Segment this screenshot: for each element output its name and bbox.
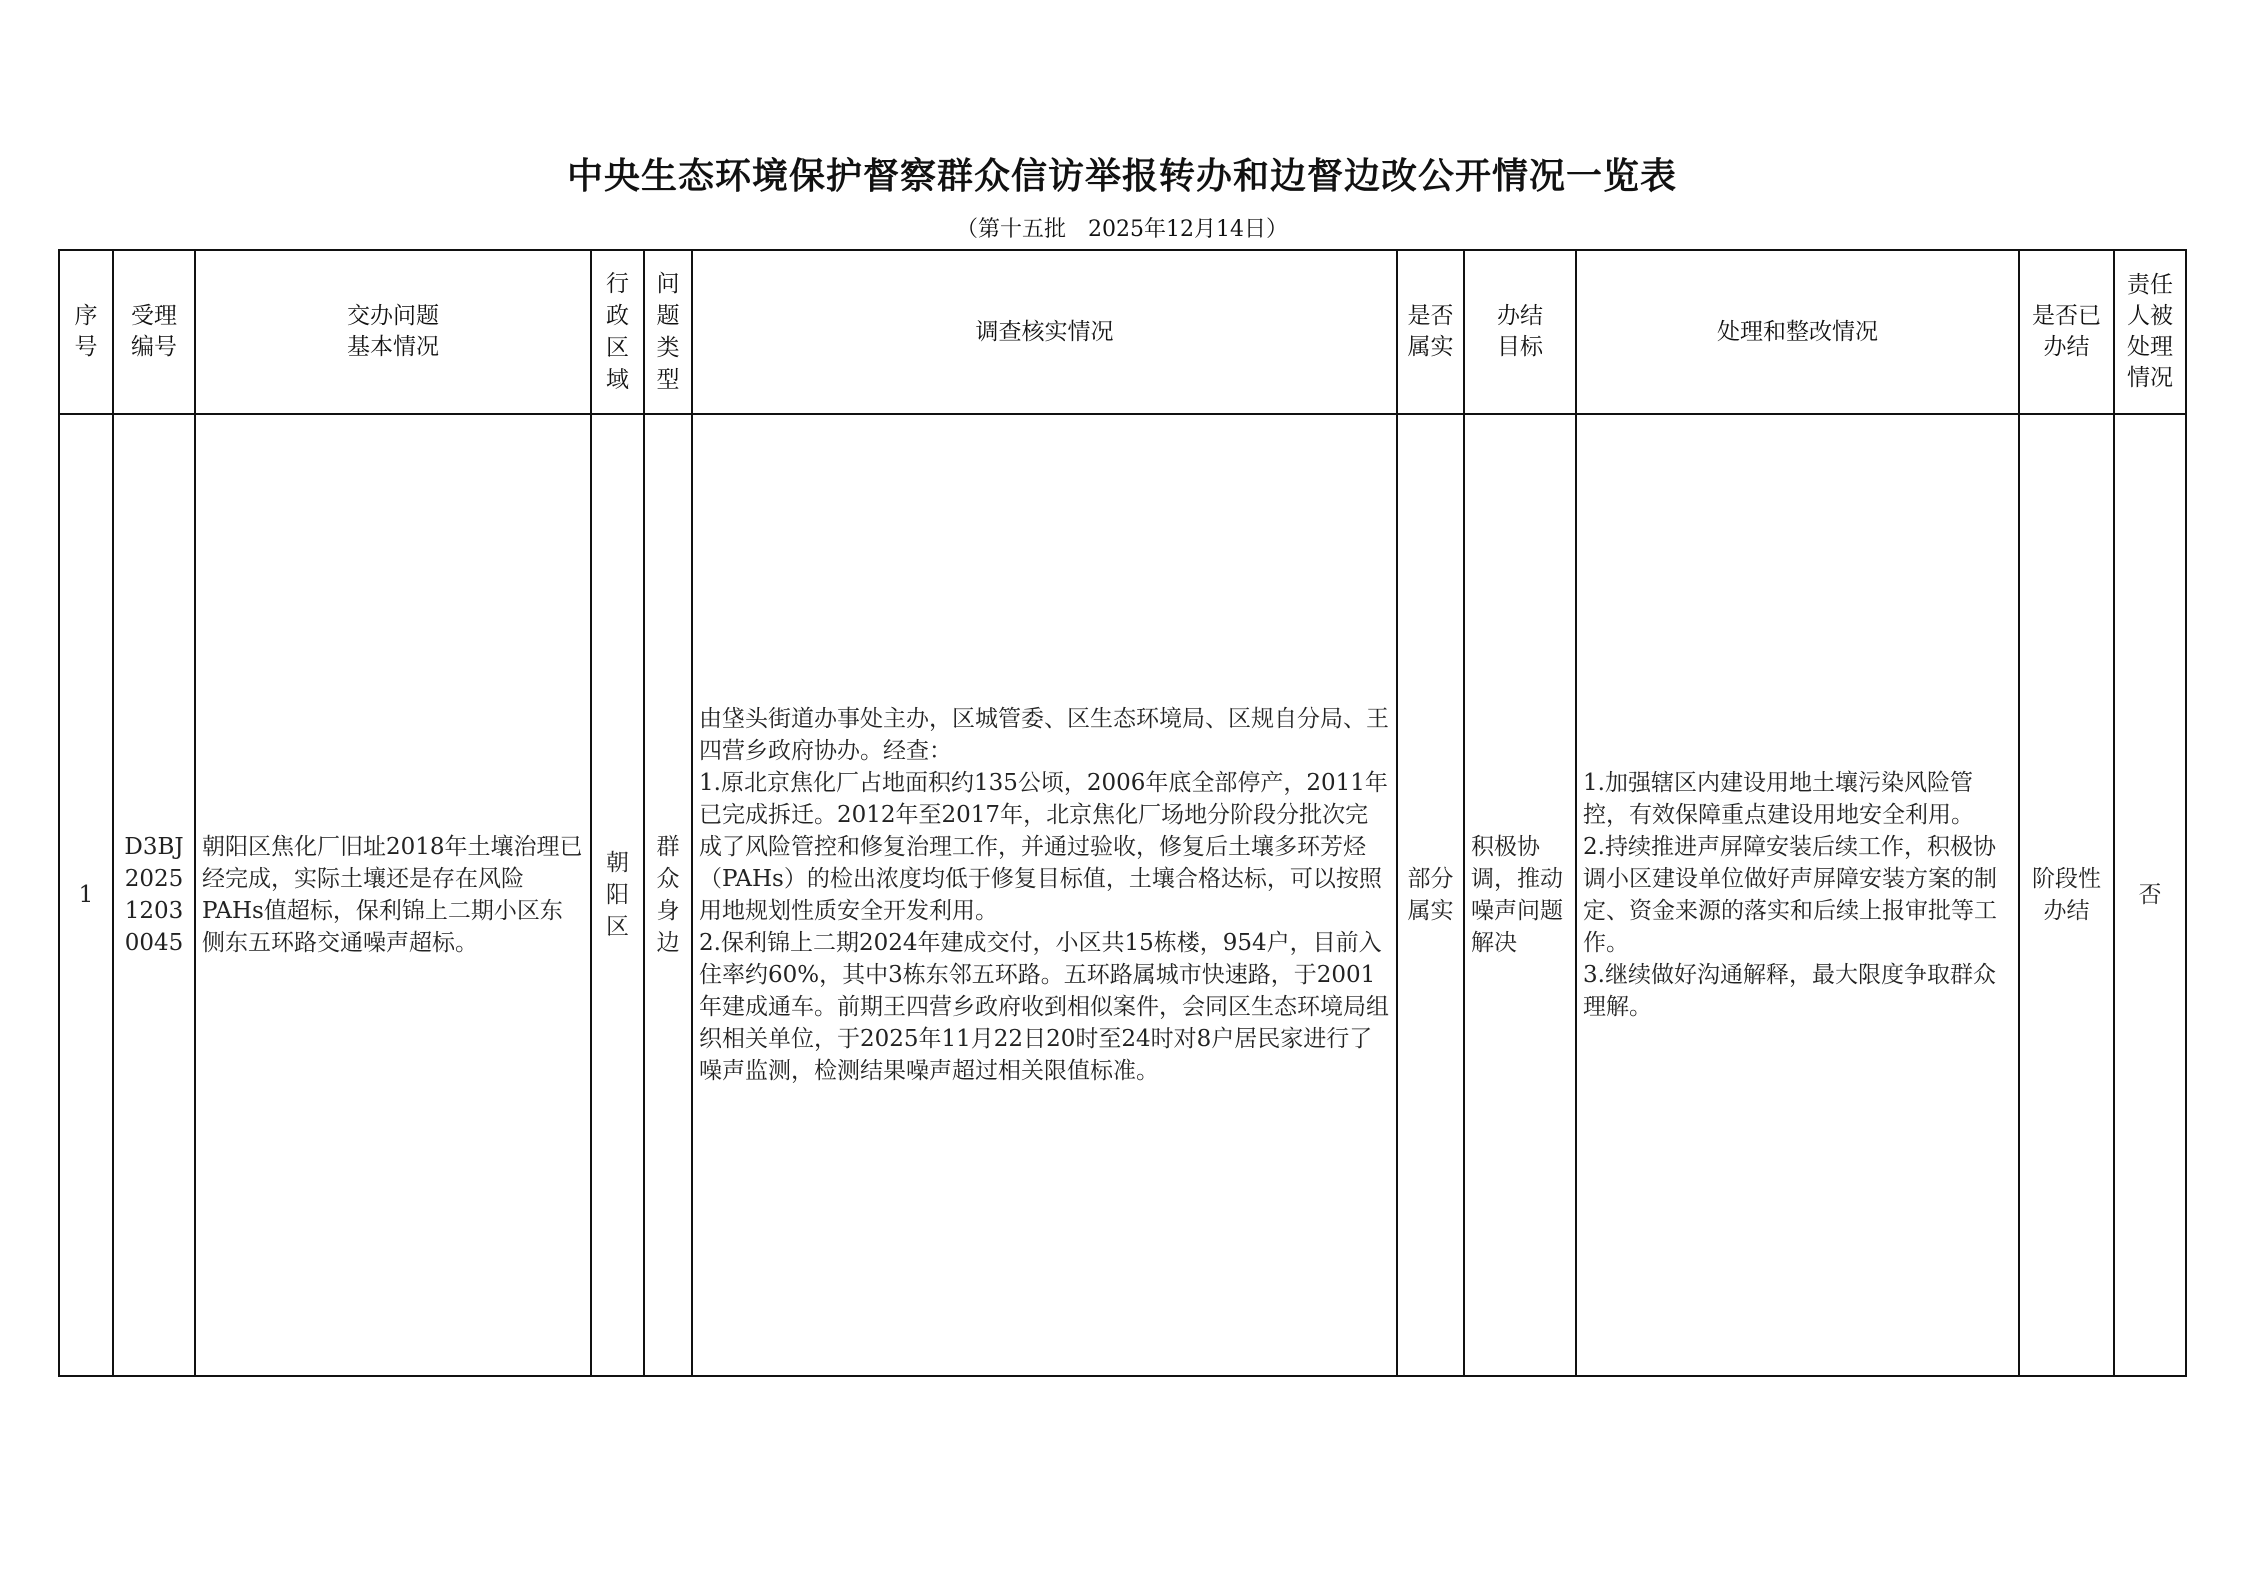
header-type: 问题类型 [644, 250, 692, 414]
header-verified: 是否属实 [1397, 250, 1464, 414]
header-issue: 交办问题 基本情况 [195, 250, 591, 414]
cell-index: 1 [59, 414, 113, 1376]
cell-type: 群众身边 [644, 414, 692, 1376]
header-district: 行政区域 [591, 250, 644, 414]
header-index: 序号 [59, 250, 113, 414]
header-investigation: 调查核实情况 [692, 250, 1397, 414]
cell-issue: 朝阳区焦化厂旧址2018年土壤治理已经完成，实际土壤还是存在风险PAHs值超标，保利锦上二期小区东侧东五环路交通噪声超标。 [195, 414, 591, 1376]
page-title: 中央生态环境保护督察群众信访举报转办和边督边改公开情况一览表 [566, 156, 1677, 197]
cell-case-no: D3BJ 2025 1203 0045 [113, 414, 195, 1376]
header-closed: 是否已办结 [2019, 250, 2114, 414]
table-row [59, 414, 2186, 1376]
cell-investigation: 由垡头街道办事处主办，区城管委、区生态环境局、区规自分局、王四营乡政府协办。经查： 1.原北京焦化厂占地面积约135公顷，2006年底全部停产，2011年已完成拆迁。2012年至2017年，北京焦化厂场地分阶段分批次完成了风险管控和修复治理工作，并通过验收，修复后土壤多环芳烃（PAHs）的检出浓度均低于修复目标值，土壤合格达标，可以按照用地规划性质安全开发利用。 2.保利锦上二期2024年建成交付，小区共15栋楼，954户，目前入住率约60%，其中3栋东邻五环路。五环路属城市快速路，于2001年建成通车。前期王四营乡政府收到相似案件，会同区生态环境局组织相关单位，于2025年11月22日20时至24时对8户居民家进行了噪声监测，检测结果噪声超过相关限值标准。 [692, 414, 1397, 1376]
cell-accountability: 否 [2114, 414, 2186, 1376]
header-handling: 处理和整改情况 [1576, 250, 2019, 414]
cell-goal: 积极协调，推动噪声问题解决 [1464, 414, 1576, 1376]
cell-verified: 部分属实 [1397, 414, 1464, 1376]
cell-closed: 阶段性办结 [2019, 414, 2114, 1376]
header-case-no: 受理编号 [113, 250, 195, 414]
header-goal: 办结目标 [1464, 250, 1576, 414]
petition-table [58, 249, 2187, 1377]
batch-date-subtitle: （第十五批 2025年12月14日） [956, 217, 1288, 242]
header-accountability: 责任人被处理情况 [2114, 250, 2186, 414]
cell-district: 朝阳区 [591, 414, 644, 1376]
cell-handling: 1.加强辖区内建设用地土壤污染风险管控，有效保障重点建设用地安全利用。 2.持续推进声屏障安装后续工作，积极协调小区建设单位做好声屏障安装方案的制定、资金来源的落实和后续上报审批等工作。 3.继续做好沟通解释，最大限度争取群众理解。 [1576, 414, 2019, 1376]
header-row [59, 250, 2186, 414]
